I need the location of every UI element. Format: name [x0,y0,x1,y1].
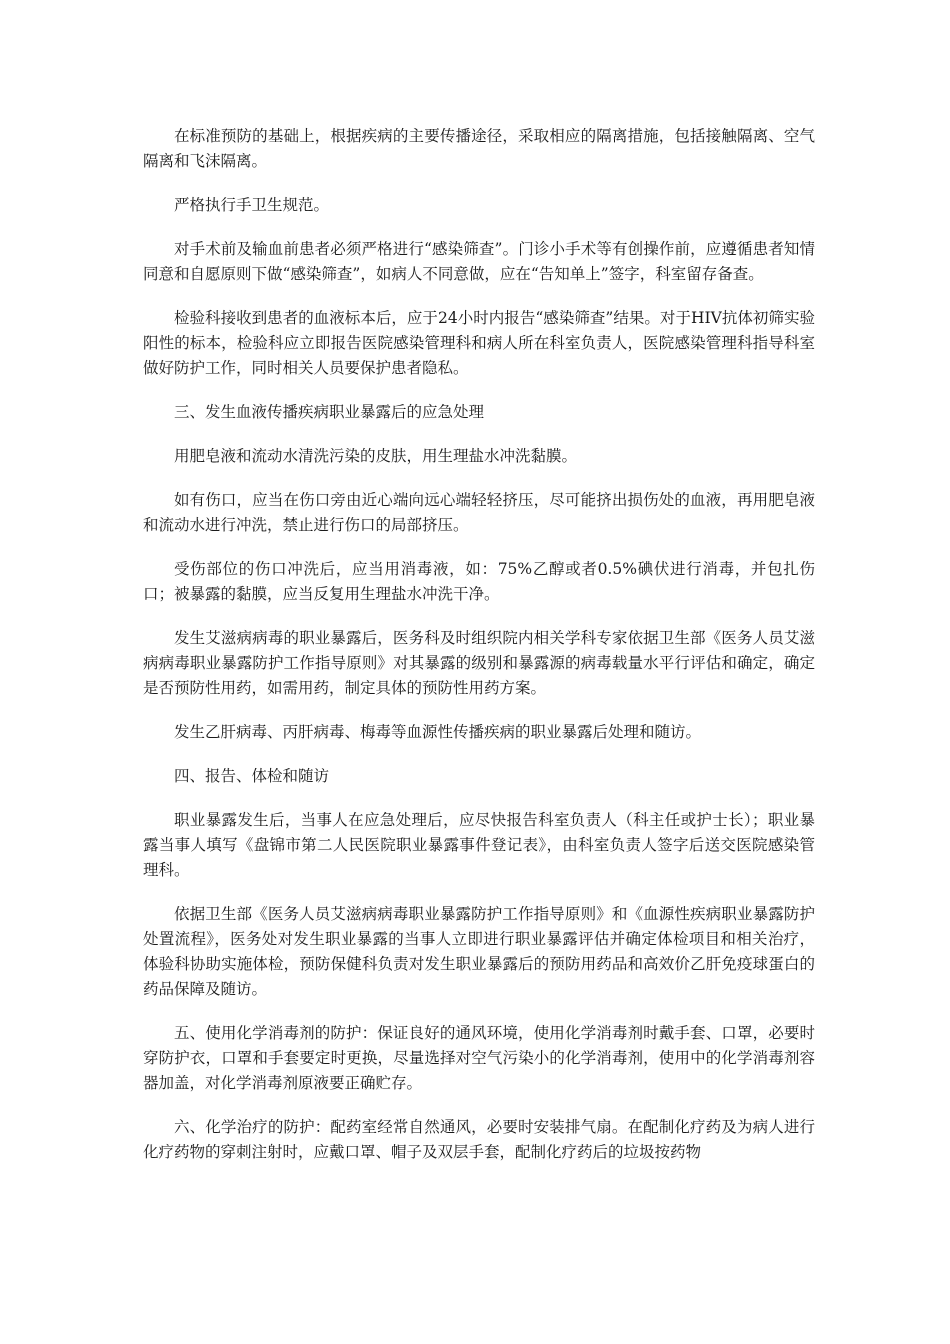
section-heading-emergency: 三、发生血液传播疾病职业暴露后的应急处理 [174,403,485,421]
paragraph-hepatitis-exposure: 发生乙肝病毒、丙肝病毒、梅毒等血源性传播疾病的职业暴露后处理和随访。 [174,723,702,741]
paragraph-isolation: 在标准预防的基础上，根据疾病的主要传播途径，采取相应的隔离措施，包括接触隔离、空气隔离和飞沫隔离。 [143,127,815,170]
paragraph-infection-screening: 对手术前及输血前患者必须严格进行“感染筛查”。门诊小手术等有创操作前，应遵循患者知情同意和自愿原则下做“感染筛查”，如病人不同意做，应在“告知单上”签字，科室留存备查。 [143,240,815,283]
paragraph-report-procedure: 职业暴露发生后，当事人在应急处理后，应尽快报告科室负责人（科主任或护士长）；职业暴露当事人填写《盘锦市第二人民医院职业暴露事件登记表》，由科室负责人签字后送交医院感染管理科。 [143,811,815,879]
paragraph-chemotherapy: 六、化学治疗的防护：配药室经常自然通风，必要时安装排气扇。在配制化疗药及为病人进行化疗药物的穿刺注射时，应戴口罩、帽子及双层手套，配制化疗药后的垃圾按药物 [143,1118,815,1161]
paragraph-disinfection: 受伤部位的伤口冲洗后，应当用消毒液，如：75%乙醇或者0.5%碘伏进行消毒，并包扎伤口；被暴露的黏膜，应当反复用生理盐水冲洗干净。 [143,560,815,603]
document-page [143,124,815,1184]
paragraph-hand-hygiene: 严格执行手卫生规范。 [174,196,330,214]
section-heading-report: 四、报告、体检和随访 [174,767,330,785]
paragraph-skin-wash: 用肥皂液和流动水清洗污染的皮肤，用生理盐水冲洗黏膜。 [174,447,578,465]
paragraph-lab-report: 检验科接收到患者的血液标本后，应于24小时内报告“感染筛查”结果。对于HIV抗体初筛实验阳性的标本，检验科应立即报告医院感染管理科和病人所在科室负责人，医院感染管理科指导科室做好防护工作，同时相关人员要保护患者隐私。 [143,309,815,377]
paragraph-hiv-exposure: 发生艾滋病病毒的职业暴露后，医务科及时组织院内相关学科专家依据卫生部《医务人员艾滋病病毒职业暴露防护工作指导原则》对其暴露的级别和暴露源的病毒载量水平行评估和确定，确定是否预防性用药，如需用药，制定具体的预防性用药方案。 [143,629,815,697]
paragraph-chemical-disinfectant: 五、使用化学消毒剂的防护：保证良好的通风环境，使用化学消毒剂时戴手套、口罩，必要时穿防护衣，口罩和手套要定时更换，尽量选择对空气污染小的化学消毒剂，使用中的化学消毒剂容器加盖，对化学消毒剂原液要正确贮存。 [143,1024,815,1092]
paragraph-assessment: 依据卫生部《医务人员艾滋病病毒职业暴露防护工作指导原则》和《血源性疾病职业暴露防护处置流程》，医务处对发生职业暴露的当事人立即进行职业暴露评估并确定体检项目和相关治疗，体验科协助实施体检，预防保健科负责对发生职业暴露后的预防用药品和高效价乙肝免疫球蛋白的药品保障及随访。 [143,905,815,998]
paragraph-wound-squeeze: 如有伤口，应当在伤口旁由近心端向远心端轻轻挤压，尽可能挤出损伤处的血液，再用肥皂液和流动水进行冲洗，禁止进行伤口的局部挤压。 [143,491,815,534]
